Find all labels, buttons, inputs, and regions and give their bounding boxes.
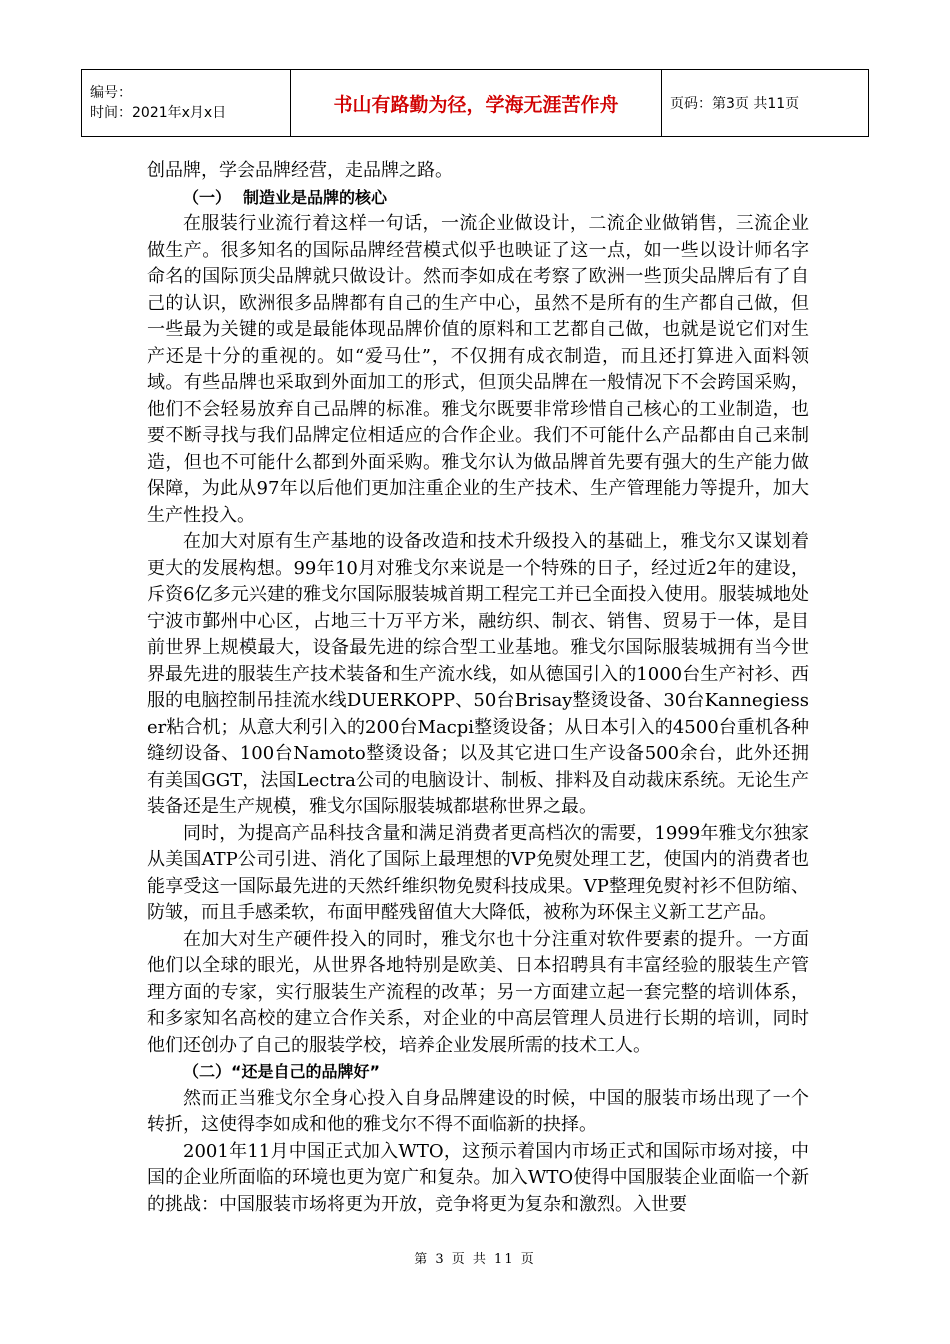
header-motto: 书山有路勤为径，学海无涯苦作舟 [291, 70, 662, 137]
paragraph-1: 在服装行业流行着这样一句话，一流企业做设计，二流企业做销售，三流企业做生产。很多知名的国际品牌经营模式似乎也映证了这一点，如一些以设计师名字命名的国际顶尖品牌就只做设计。然而李如成在考察了欧洲一些顶尖品牌后有了自己的认识，欧洲很多品牌都有自己的生产中心，虽然不是所有的生产都自己做，但一些最为关键的或是最能体现品牌价值的原料和工艺都自己做，也就是说它们对生产还是十分的重视的。如“爱马仕”，不仅拥有成衣制造，而且还打算进入面料领域。有些品牌也采取到外面加工的形式，但顶尖品牌在一般情况下不会跨国采购，他们不会轻易放弃自己品牌的标准。雅戈尔既要非常珍惜自己核心的工业制造，也要不断寻找与我们品牌定位相适应的合作企业。我们不可能什么产品都由自己来制造，但也不可能什么都到外面采购。雅戈尔认为做品牌首先要有强大的生产能力做保障，为此从97年以后他们更加注重企业的生产技术、生产管理能力等提升，加大生产性投入。 [147, 213, 809, 526]
document-header [81, 69, 869, 137]
paragraph-3: 同时，为提高产品科技含量和满足消费者更高档次的需要，1999年雅戈尔独家从美国ATP公司引进、消化了国际上最理想的VP免熨处理工艺，使国内的消费者也能享受这一国际最先进的天然纤维织物免熨科技成果。VP整理免熨衬衫不但防缩、防皱，而且手感柔软，布面甲醛残留值大大降低，被称为环保主义新工艺产品。 [147, 822, 809, 923]
paragraph-4: 在加大对生产硬件投入的同时，雅戈尔也十分注重对软件要素的提升。一方面他们以全球的眼光，从世界各地特别是欧美、日本招聘具有丰富经验的服装生产管理方面的专家，实行服装生产流程的改革；另一方面建立起一套完整的培训体系，和多家知名高校的建立合作关系，对企业的中高层管理人员进行长期的培训，同时他们还创办了自己的服装学校，培养企业发展所需的技术工人。 [147, 928, 809, 1056]
paragraph-intro: 创品牌，学会品牌经营，走品牌之路。 [147, 160, 453, 181]
page-footer: 第 3 页 共 11 页 [414, 1252, 536, 1267]
header-time-label: 时间：2021年x月x日 [90, 105, 227, 121]
section-1-title: 制造业是品牌的核心 [243, 187, 388, 207]
section-heading-1 [147, 185, 809, 212]
document-body [147, 158, 809, 1218]
header-page-label: 页码：第3页 共11页 [662, 70, 869, 137]
paragraph-2: 在加大对原有生产基地的设备改造和技术升级投入的基础上，雅戈尔又谋划着更大的发展构想。99年10月对雅戈尔来说是一个特殊的日子，经过近2年的建设，斥资6亿多元兴建的雅戈尔国际服装城首期工程完工并已全面投入使用。服装城地处宁波市鄞州中心区，占地三十万平方米，融纺织、制衣、销售、贸易于一体，是目前世界上规模最大，设备最先进的综合型工业基地。雅戈尔国际服装城拥有当今世界最先进的服装生产技术装备和生产流水线，如从德国引入的1000台生产衬衫、西服的电脑控制吊挂流水线DUERKOPP、50台Brisay整烫设备、30台Kannegiesser粘合机；从意大利引入的200台Macpi整烫设备；从日本引入的4500台重机各种缝纫设备、100台Namoto整烫设备；以及其它进口生产设备500余台，此外还拥有美国GGT，法国Lectra公司的电脑设计、制板、排料及自动裁床系统。无论生产装备还是生产规模，雅戈尔国际服装城都堪称世界之最。 [147, 531, 809, 817]
section-heading-2: （二）“还是自己的品牌好” [183, 1062, 381, 1081]
paragraph-6: 2001年11月中国正式加入WTO，这预示着国内市场正式和国际市场对接，中国的企业所面临的环境也更为宽广和复杂。加入WTO使得中国服装企业面临一个新的挑战：中国服装市场将更为开放，竞争将更为复杂和激烈。入世要 [147, 1140, 809, 1215]
section-1-number: （一） [183, 187, 232, 207]
paragraph-5: 然而正当雅戈尔全身心投入自身品牌建设的时候，中国的服装市场出现了一个转折，这使得李如成和他的雅戈尔不得不面临新的抉择。 [147, 1087, 809, 1135]
header-number-label: 编号： [90, 85, 132, 101]
header-meta-cell [82, 70, 291, 137]
